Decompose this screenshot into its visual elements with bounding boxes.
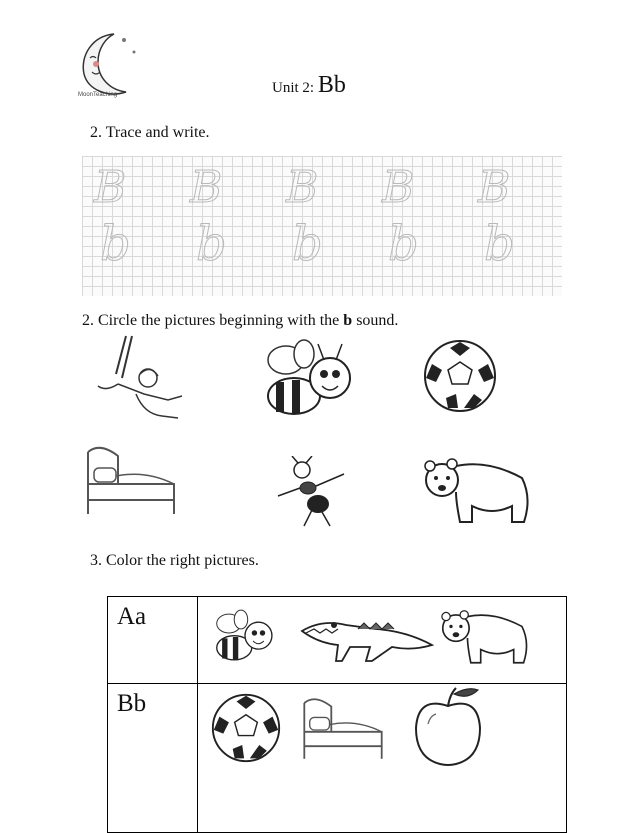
- apple-icon[interactable]: [410, 684, 486, 768]
- ball-icon[interactable]: [422, 338, 498, 414]
- bee-icon[interactable]: [210, 601, 280, 673]
- table-row: [108, 597, 567, 684]
- swing-girl-icon[interactable]: [96, 334, 188, 432]
- circle-heading: [82, 312, 398, 330]
- color-table: [107, 596, 567, 833]
- trace-cell[interactable]: [82, 156, 178, 296]
- table-row: [108, 684, 567, 833]
- trace-letter-lower: b: [292, 216, 323, 272]
- bed-icon[interactable]: [80, 442, 182, 522]
- trace-letter-upper: B: [478, 162, 511, 213]
- trace-letter-lower: b: [196, 216, 227, 272]
- moon-logo-icon: [74, 30, 146, 98]
- circle-heading-suffix: sound.: [352, 312, 399, 329]
- circle-heading-prefix: 2. Circle the pictures beginning with the: [82, 312, 344, 329]
- trace-letter-lower: b: [388, 216, 419, 272]
- trace-heading: 2. Trace and write.: [90, 124, 210, 141]
- row-label: Bb: [108, 684, 198, 833]
- trace-letter-upper: B: [286, 162, 319, 213]
- trace-cell[interactable]: [178, 156, 274, 296]
- trace-letter-lower: b: [100, 216, 131, 272]
- row-pictures: [198, 597, 567, 684]
- page-title: [272, 72, 346, 99]
- trace-cell[interactable]: [466, 156, 562, 296]
- color-heading: 3. Color the right pictures.: [90, 552, 259, 569]
- bee-icon[interactable]: [258, 338, 362, 422]
- trace-letter-upper: B: [94, 162, 127, 213]
- ant-icon[interactable]: [272, 456, 350, 530]
- trace-letter-lower: b: [484, 216, 515, 272]
- trace-letter-upper: B: [382, 162, 415, 213]
- bed-icon[interactable]: [296, 694, 390, 766]
- trace-cell[interactable]: [370, 156, 466, 296]
- row-label: Aa: [108, 597, 198, 684]
- trace-cell[interactable]: [274, 156, 370, 296]
- bear-icon[interactable]: [436, 605, 532, 671]
- title-prefix: Unit 2:: [272, 80, 315, 96]
- row-pictures: [198, 684, 567, 833]
- ball-icon[interactable]: [210, 692, 282, 764]
- trace-letter-upper: B: [190, 162, 223, 213]
- bear-icon[interactable]: [418, 452, 534, 532]
- circle-heading-bold: b: [343, 312, 353, 329]
- tracing-grid[interactable]: [82, 156, 562, 296]
- crocodile-icon[interactable]: [298, 611, 436, 667]
- title-letter: Bb: [317, 72, 346, 98]
- logo-text: MoonTeaching: [78, 92, 118, 98]
